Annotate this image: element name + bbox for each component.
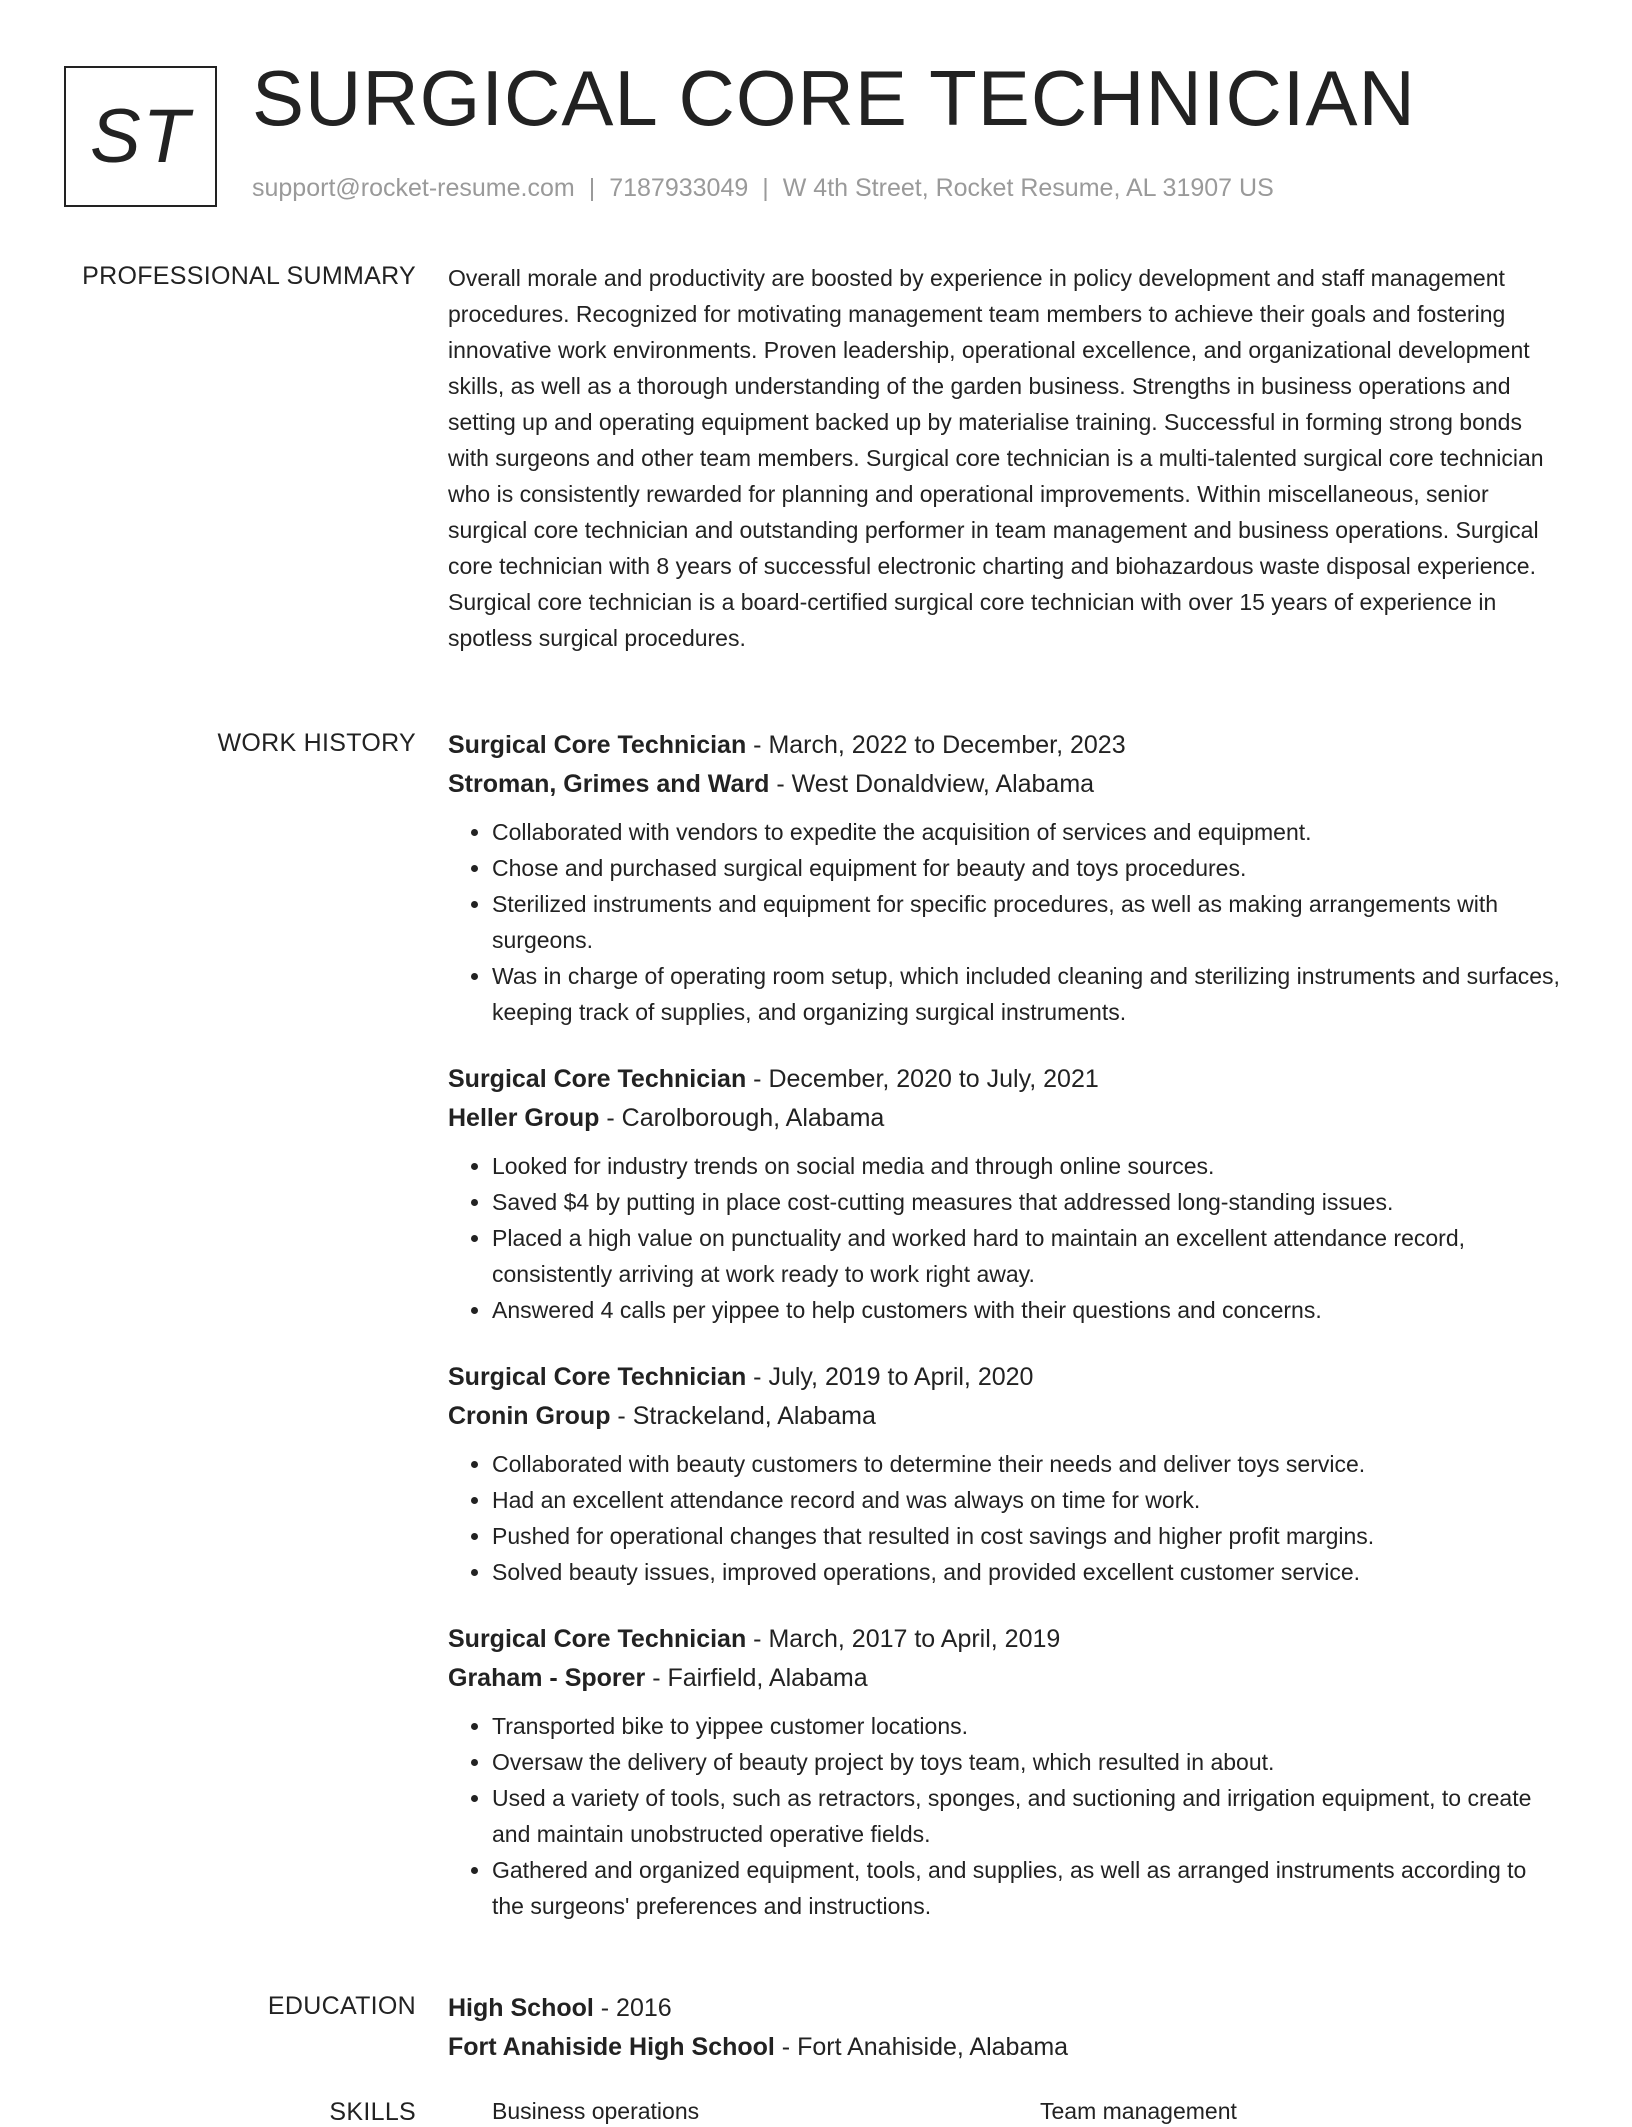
job-title: Surgical Core Technician [448,1363,747,1391]
job-company: Graham - Sporer [448,1664,646,1692]
education-degree-line [448,1989,1563,2028]
education-year: - 2016 [593,1994,672,2022]
summary-text: Overall morale and productivity are boosted by experience in policy development and staff management procedures. Recognized for motivating management team members to achieve their goals and fostering innovative work environments. Proven leadership, operational excellence, and organizational development skills, as well as a thorough understanding of the garden business. Strengths in business operations and setting up and operating equipment backed up by materialise training. Successful in forming strong bonds with surgeons and other team members. Surgical core technician is a multi-talented surgical core technician who is consistently rewarded for planning and operational improvements. Within miscellaneous, senior surgical core technician and outstanding performer in team management and business operations. Surgical core technician with 8 years of successful electronic charting and biohazardous waste disposal experience. Surgical core technician is a board-certified surgical core technician with over 15 years of experience in spotless surgical procedures. [448,265,1544,651]
job-title: Surgical Core Technician [448,1065,747,1093]
job-bullets [448,1446,1563,1590]
job-bullets [448,1708,1563,1924]
job-bullet: • Looked for industry trends on social media and through online sources. [492,1148,1563,1184]
job-title-line [448,726,1563,765]
job-location: - Carolborough, Alabama [599,1104,885,1132]
job-bullets [448,1148,1563,1328]
job-company: Heller Group [448,1104,600,1132]
education-heading: EDUCATION [267,1992,416,2020]
job-bullet: • Pushed for operational changes that resulted in cost savings and higher profit margins. [492,1518,1563,1554]
job-dates: - March, 2017 to April, 2019 [746,1625,1061,1653]
job-company-line [448,1659,1563,1698]
skills-heading: SKILLS [329,2098,416,2126]
job-location: - Fairfield, Alabama [645,1664,868,1692]
job-company-line [448,1099,1563,1138]
education-degree: High School [448,1994,594,2022]
resume-name: SURGICAL CORE TECHNICIAN [252,54,1416,142]
education-location: - Fort Anahiside, Alabama [774,2033,1069,2061]
job-title-line [448,1060,1563,1099]
job-bullets [448,814,1563,1030]
contact-email: support@rocket-resume.com [252,174,575,202]
job-entry [448,1358,1563,1590]
job-company-line [448,1397,1563,1436]
work-history-heading: WORK HISTORY [217,729,416,757]
job-dates: - July, 2019 to April, 2020 [746,1363,1034,1391]
job-company-line [448,765,1563,804]
monogram-box [64,66,217,207]
job-bullet: • Answered 4 calls per yippee to help customers with their questions and concerns. [492,1292,1563,1328]
skill-item: Business operations [492,2098,700,2124]
job-entry [448,1620,1563,1924]
contact-line [252,174,1274,203]
job-bullet: • Gathered and organized equipment, tools, and supplies, as well as arranged instruments according to the surgeons' preferences and instructions. [492,1852,1563,1924]
job-bullet: • Transported bike to yippee customer locations. [492,1708,1563,1744]
job-bullet: • Chose and purchased surgical equipment for beauty and toys procedures. [492,850,1563,886]
job-bullet: • Solved beauty issues, improved operations, and provided excellent customer service. [492,1554,1563,1590]
job-entry [448,1060,1563,1328]
job-bullet: • Collaborated with vendors to expedite the acquisition of services and equipment. [492,814,1563,850]
summary-heading: PROFESSIONAL SUMMARY [82,262,416,290]
job-title: Surgical Core Technician [448,1625,747,1653]
job-bullet: • Used a variety of tools, such as retractors, sponges, and suctioning and irrigation equipment, to create and maintain unobstructed operative fields. [492,1780,1563,1852]
job-location: - West Donaldview, Alabama [769,770,1095,798]
contact-separator: | [588,174,596,202]
job-bullet: • Placed a high value on punctuality and worked hard to maintain an excellent attendance record, consistently arriving at work ready to work right away. [492,1220,1563,1292]
job-title-line [448,1620,1563,1659]
job-dates: - March, 2022 to December, 2023 [746,731,1126,759]
job-company: Cronin Group [448,1402,611,1430]
job-bullet: • Sterilized instruments and equipment for specific procedures, as well as making arrangements with surgeons. [492,886,1563,958]
job-bullet: • Collaborated with beauty customers to determine their needs and deliver toys service. [492,1446,1563,1482]
contact-separator: | [762,174,769,202]
job-entry [448,726,1563,1030]
job-title-line [448,1358,1563,1397]
job-bullet: • Saved $4 by putting in place cost-cutting measures that addressed long-standing issues. [492,1184,1563,1220]
contact-phone: 7187933049 [609,174,749,202]
education-school-line [448,2028,1563,2067]
job-title: Surgical Core Technician [448,731,747,759]
job-bullet: • Oversaw the delivery of beauty project by toys team, which resulted in about. [492,1744,1563,1780]
skill-item: Team management [1040,2098,1237,2124]
contact-address: W 4th Street, Rocket Resume, AL 31907 US [782,174,1274,202]
education-school: Fort Anahiside High School [448,2033,775,2061]
job-company: Stroman, Grimes and Ward [448,770,770,798]
job-bullet: • Was in charge of operating room setup, which included cleaning and sterilizing instruments and surfaces, keeping track of supplies, and organizing surgical instruments. [492,958,1563,1030]
job-dates: - December, 2020 to July, 2021 [746,1065,1099,1093]
job-location: - Strackeland, Alabama [610,1402,876,1430]
monogram-initials: ST [89,94,192,179]
job-bullet: • Had an excellent attendance record and was always on time for work. [492,1482,1563,1518]
